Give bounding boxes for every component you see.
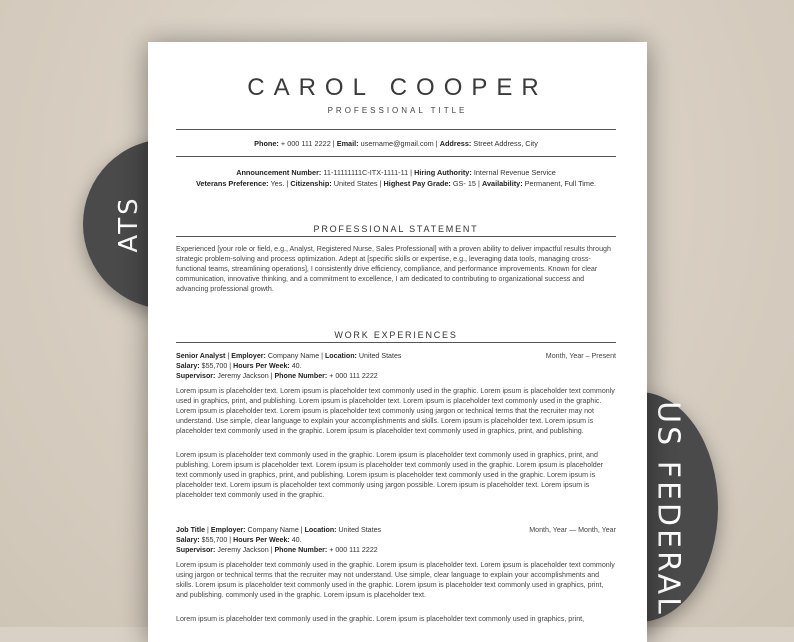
- email-label: Email:: [336, 139, 359, 148]
- employer-label: Employer:: [231, 352, 266, 360]
- salary-label: Salary:: [176, 362, 200, 370]
- resume-page: [148, 42, 647, 642]
- job-title: Job Title: [176, 526, 206, 534]
- supervisor-label: Supervisor:: [176, 546, 216, 554]
- job-description: Lorem ipsum is placeholder text commonly used in the graphic. Lorem ipsum is placeholder text. Lorem ipsum is placeholder text commonly using jargon or technical terms that the recruiter may not understand. Use simple, clear language to explain your accomplishments and skills. Lorem ipsum is placeholder text commonly used in the graphic. Lorem ipsum is placeholder text commonly used in graphics, print, and publishing. commonly used in the graphic. Lorem ipsum is placeholder text.: [176, 561, 615, 600]
- supervisor-phone-label: Phone Number:: [274, 372, 328, 380]
- hours-value: 40.: [291, 536, 302, 544]
- availability-label: Availability:: [481, 179, 523, 188]
- hiring-authority-label: Hiring Authority:: [414, 168, 472, 177]
- employer-value: Company Name: [267, 352, 320, 360]
- salary-value: $55,700: [201, 362, 228, 370]
- location-value: United States: [358, 352, 402, 360]
- citizenship-value: United States: [333, 179, 378, 188]
- job-date: Month, Year — Month, Year: [529, 526, 616, 534]
- job-supervisor-line: Supervisor: Jeremy Jackson | Phone Number: + 000 111 2222: [176, 546, 378, 554]
- pay-grade-label: Highest Pay Grade:: [383, 179, 451, 188]
- announcement-value: 11-11111111C-ITX-1111-11: [323, 168, 409, 177]
- supervisor-label: Supervisor:: [176, 372, 216, 380]
- salary-label: Salary:: [176, 536, 200, 544]
- us-federal-badge-label: US FEDERAL: [650, 401, 686, 617]
- divider: [176, 342, 616, 343]
- job-description: Lorem ipsum is placeholder text commonly used in the graphic. Lorem ipsum is placeholder text commonly used in graphics, print, and publishing. Lorem ipsum is placeholder text. Lorem ipsum is placeholder text commonly used in the graphic. Lorem ipsum is placeholder text commonly used in graphics, print, and publishing. Lorem ipsum is placeholder text commonly used in the graphic. Lorem ipsum is placeholder text. Lorem ipsum is placeholder text commonly using jargon possible. Lorem ipsum is placeholder text. Lorem ipsum is placeholder text commonly used in the graphic.: [176, 451, 604, 500]
- supervisor-value: Jeremy Jackson: [217, 372, 269, 380]
- job-date: Month, Year – Present: [545, 352, 616, 360]
- location-value: United States: [338, 526, 382, 534]
- job-description: Lorem ipsum is placeholder text commonly used in the graphic. Lorem ipsum is placeholder text commonly used in graphics, print,: [176, 615, 585, 623]
- contact-line: Phone: + 000 111 2222 | Email: username@gmail.com | Address: Street Address, City: [254, 139, 538, 148]
- divider: [176, 156, 616, 157]
- salary-value: $55,700: [201, 536, 228, 544]
- employer-label: Employer:: [210, 526, 246, 534]
- employer-value: Company Name: [247, 526, 299, 534]
- hours-label: Hours Per Week:: [233, 536, 290, 544]
- address-label: Address:: [439, 139, 472, 148]
- phone-label: Phone:: [254, 139, 279, 148]
- statement-text: Experienced [your role or field, e.g., Analyst, Registered Nurse, Sales Professional] with a proven ability to deliver impactful results through strategic problem-solving and process optimization. Adept at [specific skills or expertise, e.g., leveraging data tools, managing cross-functional teams, streamlining operations], I consistently drive efficiency, compliance, and performance improvements. Known for clear communication, innovative thinking, and a commitment to excellence, I am dedicated to contributing to organizational success and advancing professional growth.: [176, 245, 611, 294]
- job-header: Senior Analyst | Employer: Company Name | Location: United States Month, Year – Present: [176, 352, 616, 360]
- hiring-authority-value: Internal Revenue Service: [473, 168, 556, 177]
- ats-badge-label: ATS: [114, 195, 144, 253]
- address-value: Street Address, City: [473, 139, 538, 148]
- divider: [176, 129, 616, 130]
- veterans-value: Yes.: [270, 179, 285, 188]
- location-label: Location:: [324, 352, 357, 360]
- statement-heading: PROFESSIONAL STATEMENT: [313, 224, 479, 234]
- job-header: Job Title | Employer: Company Name | Location: United States Month, Year — Month, Year: [176, 526, 616, 534]
- federal-info-line-1: Announcement Number: 11-11111111C-ITX-1111-11 | Hiring Authority: Internal Revenue Service: [236, 168, 556, 177]
- veterans-label: Veterans Preference:: [195, 179, 269, 188]
- job-supervisor-line: Supervisor: Jeremy Jackson | Phone Number: + 000 111 2222: [176, 372, 378, 380]
- phone-value: + 000 111 2222: [280, 139, 331, 148]
- availability-value: Permanent, Full Time.: [524, 179, 597, 188]
- pay-grade-value: GS- 15: [452, 179, 476, 188]
- job-description: Lorem ipsum is placeholder text. Lorem ipsum is placeholder text commonly used in the graphic. Lorem ipsum is placeholder text commonly used in graphics, print, and publishing. Lorem ipsum is placeholder text. Lorem ipsum is placeholder text commonly used in the graphic. Lorem ipsum is placeholder text. Lorem ipsum is placeholder text commonly using jargon or technical terms that the recruiter may not understand. Use simple, clear language to explain your accomplishments and skills. Lorem ipsum is placeholder text. Lorem ipsum is placeholder text commonly used in the graphic. Lorem ipsum is placeholder text commonly used in graphics, print, and publishing.: [176, 387, 615, 436]
- job-salary-line: Salary: $55,700 | Hours Per Week: 40.: [176, 362, 302, 370]
- professional-title: PROFESSIONAL TITLE: [327, 106, 468, 115]
- hours-value: 40.: [291, 362, 302, 370]
- supervisor-value: Jeremy Jackson: [217, 546, 269, 554]
- job-title: Senior Analyst: [176, 352, 226, 360]
- location-label: Location:: [304, 526, 337, 534]
- supervisor-phone-value: + 000 111 2222: [329, 372, 378, 380]
- job-salary-line: Salary: $55,700 | Hours Per Week: 40.: [176, 536, 302, 544]
- resume-name: CAROL COOPER: [247, 74, 548, 101]
- divider: [176, 236, 616, 237]
- citizenship-label: Citizenship:: [290, 179, 332, 188]
- supervisor-phone-label: Phone Number:: [274, 546, 328, 554]
- federal-info-line-2: Veterans Preference: Yes. | Citizenship: United States | Highest Pay Grade: GS- 15 | Availability: Permanent, Full Time.: [195, 179, 597, 188]
- experience-heading: WORK EXPERIENCES: [334, 330, 458, 340]
- hours-label: Hours Per Week:: [233, 362, 290, 370]
- announcement-label: Announcement Number:: [236, 168, 322, 177]
- supervisor-phone-value: + 000 111 2222: [329, 546, 378, 554]
- email-value: username@gmail.com: [360, 139, 434, 148]
